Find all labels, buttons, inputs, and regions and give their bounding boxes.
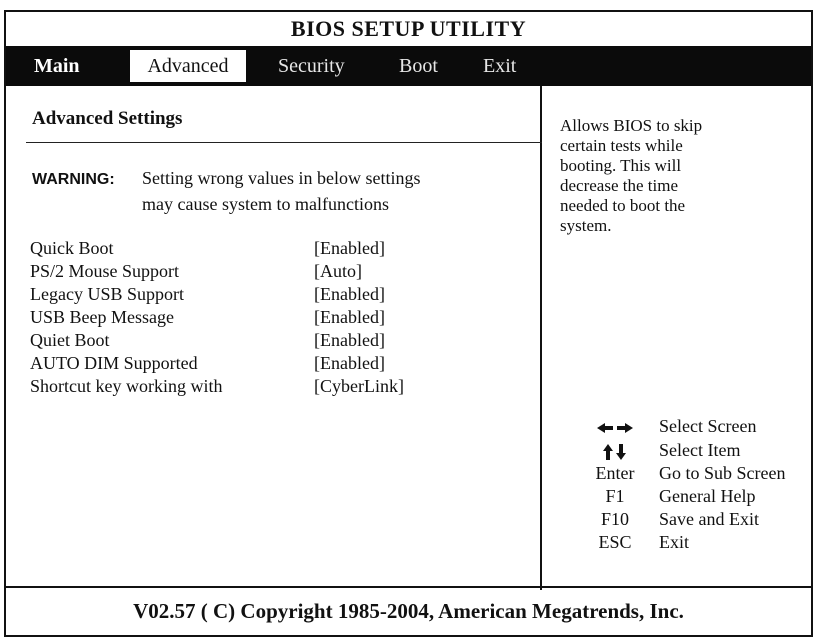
setting-auto-dim[interactable] xyxy=(30,353,385,376)
key-legend-f1 xyxy=(579,486,756,509)
setting-legacy-usb[interactable] xyxy=(30,284,385,307)
setting-name: Legacy USB Support xyxy=(30,284,184,304)
help-line: system. xyxy=(560,216,612,235)
key-legend-select-screen xyxy=(579,416,757,439)
section-divider xyxy=(26,142,542,143)
help-line: decrease the time xyxy=(560,176,678,195)
help-text xyxy=(560,116,800,236)
key-description: General Help xyxy=(659,486,756,506)
setting-value[interactable]: [Enabled] xyxy=(314,284,385,304)
left-right-arrows-icon xyxy=(579,416,651,437)
setting-value[interactable]: [Enabled] xyxy=(314,238,385,258)
copyright-footer: V02.57 ( C) Copyright 1985-2004, American Megatrends, Inc. xyxy=(6,586,811,635)
warning-line-2: may cause system to malfunctions xyxy=(142,194,389,214)
tab-advanced[interactable]: Advanced xyxy=(130,50,246,82)
setting-name: Shortcut key working with xyxy=(30,376,223,396)
key-description: Save and Exit xyxy=(659,509,759,529)
tab-boot[interactable]: Boot xyxy=(399,55,438,77)
setting-shortcut-key[interactable] xyxy=(30,376,404,399)
setting-name: USB Beep Message xyxy=(30,307,174,327)
setting-value[interactable]: [Enabled] xyxy=(314,330,385,350)
key-description: Select Item xyxy=(659,440,741,460)
setting-value[interactable]: [Enabled] xyxy=(314,307,385,327)
setting-value[interactable]: [Auto] xyxy=(314,261,362,281)
key-legend-enter xyxy=(579,463,786,486)
setting-ps2-mouse[interactable] xyxy=(30,261,362,284)
setting-value[interactable]: [Enabled] xyxy=(314,353,385,373)
key-description: Select Screen xyxy=(659,416,757,436)
key-legend-select-item xyxy=(579,440,741,463)
warning-line-1: Setting wrong values in below settings xyxy=(142,168,421,188)
help-line: certain tests while xyxy=(560,136,683,155)
setting-usb-beep[interactable] xyxy=(30,307,385,330)
warning-message xyxy=(32,166,420,216)
key-legend-esc xyxy=(579,532,689,555)
setting-name: AUTO DIM Supported xyxy=(30,353,198,373)
help-line: Allows BIOS to skip xyxy=(560,116,703,135)
setting-value[interactable]: [CyberLink] xyxy=(314,376,404,396)
key-description: Go to Sub Screen xyxy=(659,463,786,483)
tab-exit[interactable]: Exit xyxy=(483,55,517,77)
window-title: BIOS SETUP UTILITY xyxy=(290,16,527,41)
setting-name: Quiet Boot xyxy=(30,330,110,350)
help-line: needed to boot the xyxy=(560,196,686,215)
section-title: Advanced Settings xyxy=(32,108,183,129)
setting-name: Quick Boot xyxy=(30,238,114,258)
key-legend-f10 xyxy=(579,509,759,532)
key-label: Enter xyxy=(595,463,635,483)
up-down-arrows-icon xyxy=(579,440,651,461)
tab-main[interactable]: Main xyxy=(34,55,80,77)
menu-bar xyxy=(6,46,811,86)
warning-label: WARNING: xyxy=(32,171,115,188)
key-description: Exit xyxy=(659,532,689,552)
bios-window xyxy=(4,10,813,637)
setting-quiet-boot[interactable] xyxy=(30,330,385,353)
help-line: booting. This will xyxy=(560,156,682,175)
key-label: F1 xyxy=(605,486,625,506)
tab-security[interactable]: Security xyxy=(278,55,345,77)
setting-name: PS/2 Mouse Support xyxy=(30,261,180,281)
key-label: ESC xyxy=(598,532,632,552)
key-label: F10 xyxy=(600,509,629,529)
settings-panel xyxy=(6,86,542,590)
setting-quick-boot[interactable] xyxy=(30,238,385,261)
